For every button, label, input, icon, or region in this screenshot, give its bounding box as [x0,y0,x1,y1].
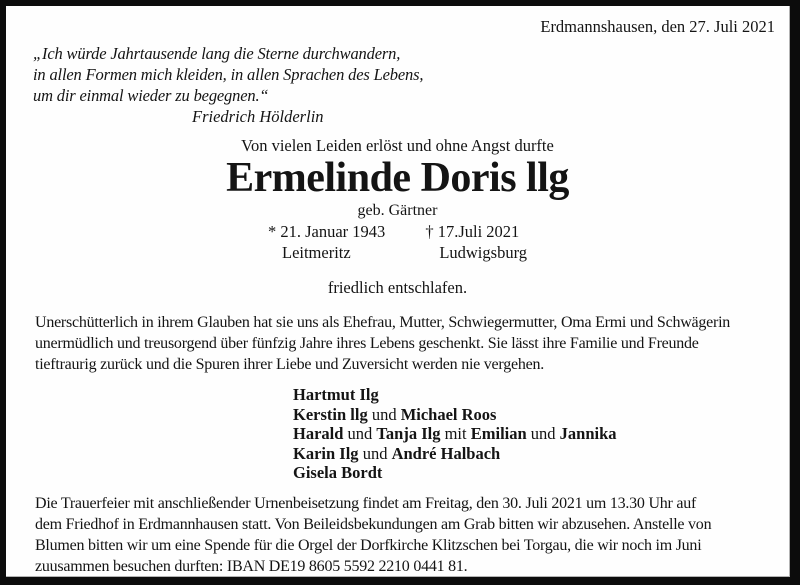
connector-text: und [526,424,560,443]
mourner-name: Tanja Ilg [376,424,441,443]
mourner-name: Karin Ilg [293,443,359,463]
dateline: Erdmannshausen, den 27. Juli 2021 [540,17,775,36]
text-line: Blumen bitten wir um eine Spende für die Orgel der Dorfkirche Klitzschen bei Torgau, die wir noch im Juni [35,536,702,554]
mourner-line [293,385,789,405]
mourner-name: André Halbach [391,443,501,463]
death-date-line [425,221,527,242]
birth-date-line [268,221,385,242]
connector-text: und [358,443,392,463]
closing-line: friedlich entschlafen. [327,278,468,297]
born-symbol: * [267,222,277,241]
mourner-name: Jannika [559,424,617,443]
died-symbol: † [425,222,434,241]
mourner-name: Emilian [470,424,527,443]
text-line: Die Trauerfeier mit anschließender Urnenbeisetzung findet am Freitag, den 30. Juli 2021 um 13.30 Uhr auf [35,494,697,512]
death-date: 17.Juli 2021 [437,222,520,241]
death-column [425,221,527,263]
vital-dates [6,221,789,263]
text-line: in allen Formen mich kleiden, in allen Sprachen des Lebens, [33,65,424,84]
quote-author: Friedrich Hölderlin [192,107,324,126]
text-line: dem Friedhof in Erdmannhausen statt. Von Beileidsbekundungen am Grab bitten wir abzusehen. Anstelle von [35,515,712,533]
text-line: zuusammen besuchen durften: IBAN DE19 8605 5592 2210 0441 81. [35,557,468,575]
intro-line: Von vielen Leiden erlöst und ohne Angst durfte [241,136,554,155]
mourner-line [293,463,789,483]
text-line: tieftraurig zurück und die Spuren ihrer Liebe und Zuversicht werden nie vergehen. [35,356,544,373]
connector-text: und [343,424,377,443]
maiden-name: geb. Gärtner [357,202,438,219]
text-line: unermüdlich und treusorgend über fünfzig Jahre ihres Lebens geschenkt. Sie lässt ihre Familie und Freunde [35,335,699,352]
connector-text: und [367,404,401,424]
mourner-name: Gisela Bordt [293,463,383,482]
connector-text: mit [440,424,471,443]
text-line: „Ich würde Jahrtausende lang die Sterne durchwandern, [33,44,401,63]
mourner-name: Hartmut Ilg [293,385,379,404]
birth-column [268,221,385,263]
mourner-line [293,424,789,444]
birth-place: Leitmeritz [281,243,351,262]
tribute-paragraph [35,312,763,375]
obituary-page [6,6,790,577]
quote-block [33,43,789,106]
mourner-name: Michael Roos [400,404,497,424]
funeral-paragraph [35,493,763,577]
mourner-line [293,405,789,425]
mourner-line [293,444,789,464]
deceased-name: Ermelinde Doris llg [226,155,569,201]
text-line: Unerschütterlich in ihrem Glauben hat sie uns als Ehefrau, Mutter, Schwiegermutter, Oma Ermi und Schwägerin [35,314,731,331]
text-line: um dir einmal wieder zu begegnen.“ [33,86,269,105]
mourner-name: Harald [293,424,344,443]
death-place: Ludwigsburg [439,243,528,262]
mourner-name: Kerstin llg [293,404,368,424]
birth-date: 21. Januar 1943 [280,222,386,241]
mourners-list [293,385,789,483]
